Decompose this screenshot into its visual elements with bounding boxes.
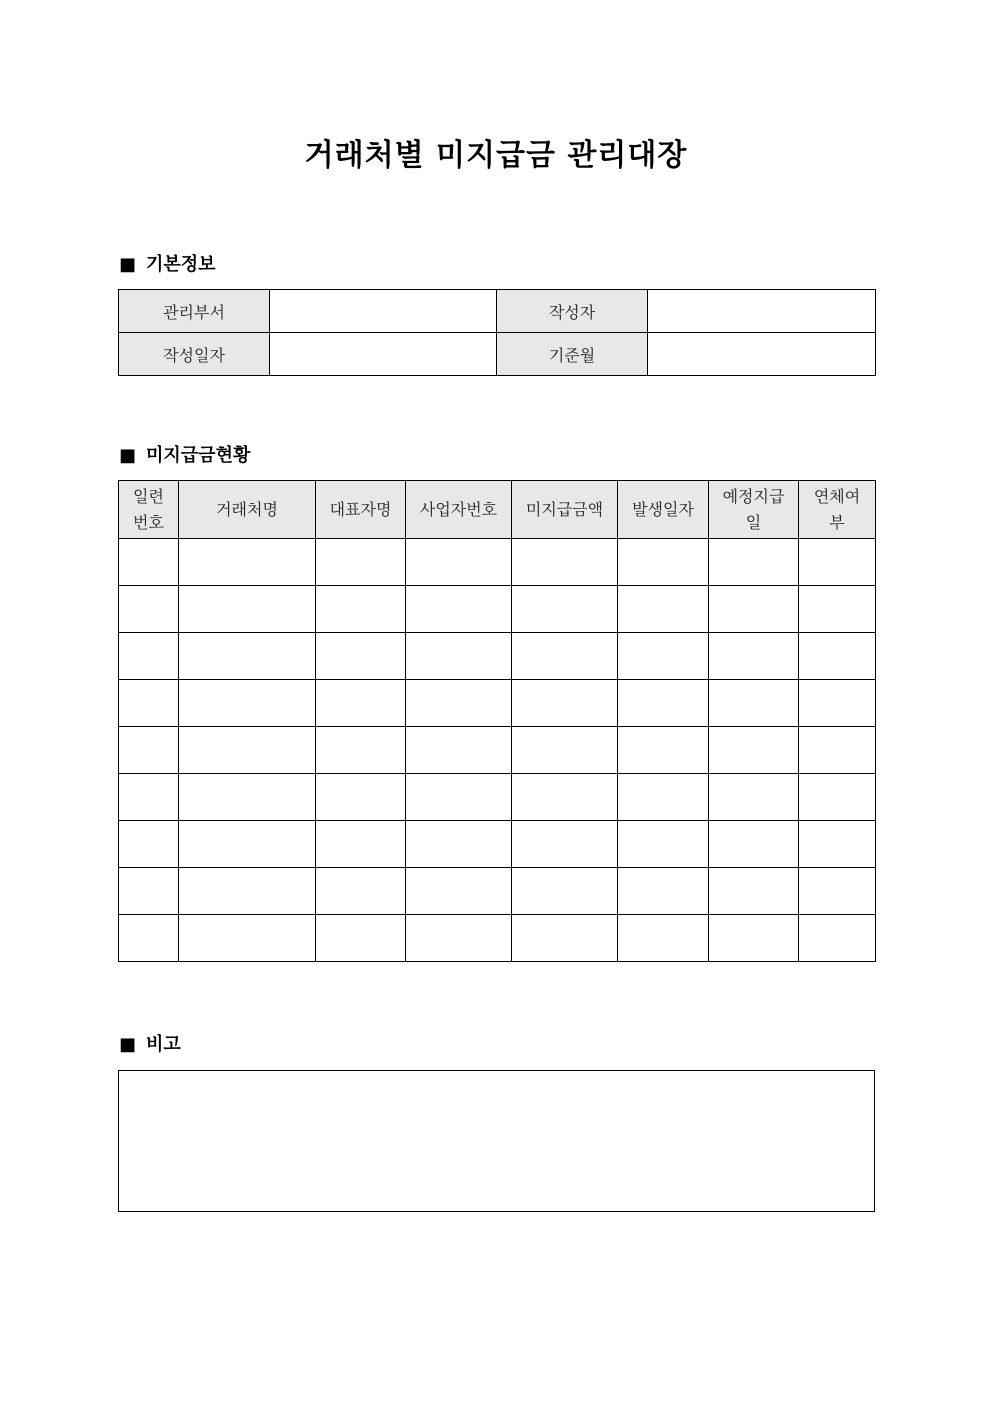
table-cell[interactable] xyxy=(179,586,316,633)
basic-info-row xyxy=(119,290,876,333)
column-header-label: 대표자명 xyxy=(329,499,392,519)
table-cell[interactable] xyxy=(709,774,799,821)
table-cell[interactable] xyxy=(119,586,179,633)
column-header-overdue xyxy=(799,481,876,539)
table-cell[interactable] xyxy=(179,539,316,586)
table-cell[interactable] xyxy=(179,774,316,821)
table-cell[interactable] xyxy=(799,774,876,821)
column-header-representative xyxy=(316,481,406,539)
column-header-label: 발생일자 xyxy=(632,499,694,519)
table-cell[interactable] xyxy=(709,915,799,962)
table-cell[interactable] xyxy=(406,680,512,727)
table-cell[interactable] xyxy=(709,821,799,868)
table-cell[interactable] xyxy=(618,821,709,868)
base-month-label: 기준월 xyxy=(497,333,648,376)
author-field[interactable] xyxy=(648,290,876,333)
author-label: 작성자 xyxy=(497,290,648,333)
table-cell[interactable] xyxy=(618,539,709,586)
table-cell[interactable] xyxy=(799,821,876,868)
column-header-label: 일련 번호 xyxy=(133,486,164,532)
column-header-vendor-name xyxy=(179,481,316,539)
table-cell[interactable] xyxy=(406,539,512,586)
basic-info-table xyxy=(118,289,876,376)
basic-info-heading xyxy=(119,253,216,277)
date-written-label: 작성일자 xyxy=(119,333,270,376)
table-row xyxy=(119,539,876,586)
table-cell[interactable] xyxy=(512,680,618,727)
date-written-field[interactable] xyxy=(270,333,497,376)
table-row xyxy=(119,774,876,821)
table-cell[interactable] xyxy=(406,586,512,633)
square-bullet-icon: ■ xyxy=(119,445,137,466)
table-cell[interactable] xyxy=(119,915,179,962)
table-row xyxy=(119,821,876,868)
table-cell[interactable] xyxy=(316,774,406,821)
table-cell[interactable] xyxy=(512,868,618,915)
table-cell[interactable] xyxy=(179,680,316,727)
table-cell[interactable] xyxy=(799,680,876,727)
column-header-serial-no xyxy=(119,481,179,539)
column-header-label: 예정지급 일 xyxy=(722,486,785,532)
column-header-label: 연체여 부 xyxy=(813,486,861,532)
table-cell[interactable] xyxy=(709,868,799,915)
table-cell[interactable] xyxy=(316,727,406,774)
table-row xyxy=(119,868,876,915)
table-cell[interactable] xyxy=(179,868,316,915)
table-row xyxy=(119,727,876,774)
table-cell[interactable] xyxy=(799,727,876,774)
table-cell[interactable] xyxy=(618,868,709,915)
table-cell[interactable] xyxy=(119,821,179,868)
table-cell[interactable] xyxy=(799,586,876,633)
basic-info-row xyxy=(119,333,876,376)
table-cell[interactable] xyxy=(119,868,179,915)
table-cell[interactable] xyxy=(406,915,512,962)
payables-body xyxy=(119,539,876,962)
table-cell[interactable] xyxy=(119,680,179,727)
status-heading-label: 미지급금현황 xyxy=(146,445,251,466)
status-heading xyxy=(119,444,250,468)
table-cell[interactable] xyxy=(799,539,876,586)
table-cell[interactable] xyxy=(179,915,316,962)
column-header-business-number xyxy=(406,481,512,539)
column-header-label: 거래처명 xyxy=(216,499,278,519)
column-header-occurrence-date xyxy=(618,481,709,539)
note-field[interactable] xyxy=(118,1070,875,1212)
department-label: 관리부서 xyxy=(119,290,270,333)
table-row xyxy=(119,633,876,680)
table-cell[interactable] xyxy=(512,915,618,962)
table-cell[interactable] xyxy=(406,868,512,915)
table-cell[interactable] xyxy=(406,727,512,774)
payables-header-row xyxy=(119,481,876,539)
table-cell[interactable] xyxy=(512,586,618,633)
table-cell[interactable] xyxy=(406,821,512,868)
table-cell[interactable] xyxy=(406,633,512,680)
basic-info-heading-label: 기본정보 xyxy=(146,254,216,275)
table-cell[interactable] xyxy=(709,539,799,586)
table-cell[interactable] xyxy=(406,774,512,821)
table-cell[interactable] xyxy=(709,680,799,727)
table-cell[interactable] xyxy=(316,680,406,727)
square-bullet-icon: ■ xyxy=(119,254,137,275)
payables-table xyxy=(118,480,876,962)
table-cell[interactable] xyxy=(179,821,316,868)
table-cell[interactable] xyxy=(179,633,316,680)
square-bullet-icon: ■ xyxy=(119,1034,137,1055)
table-cell[interactable] xyxy=(512,633,618,680)
table-cell[interactable] xyxy=(119,633,179,680)
table-row xyxy=(119,586,876,633)
table-cell[interactable] xyxy=(512,821,618,868)
table-cell[interactable] xyxy=(119,727,179,774)
table-cell[interactable] xyxy=(709,727,799,774)
table-cell[interactable] xyxy=(316,868,406,915)
document-title: 거래처별 미지급금 관리대장 xyxy=(304,138,688,173)
column-header-label: 사업자번호 xyxy=(419,499,498,519)
table-cell[interactable] xyxy=(709,586,799,633)
table-cell[interactable] xyxy=(799,915,876,962)
table-row xyxy=(119,915,876,962)
table-cell[interactable] xyxy=(119,539,179,586)
table-cell[interactable] xyxy=(799,868,876,915)
table-cell[interactable] xyxy=(618,633,709,680)
department-field[interactable] xyxy=(270,290,497,333)
table-cell[interactable] xyxy=(618,915,709,962)
table-cell[interactable] xyxy=(179,727,316,774)
table-cell[interactable] xyxy=(618,727,709,774)
note-heading xyxy=(119,1033,181,1057)
table-cell[interactable] xyxy=(618,586,709,633)
table-cell[interactable] xyxy=(316,915,406,962)
table-cell[interactable] xyxy=(512,727,618,774)
table-cell[interactable] xyxy=(618,680,709,727)
table-cell[interactable] xyxy=(512,539,618,586)
table-cell[interactable] xyxy=(316,633,406,680)
table-cell[interactable] xyxy=(119,774,179,821)
base-month-field[interactable] xyxy=(648,333,876,376)
column-header-label: 미지급금액 xyxy=(525,499,604,519)
table-row xyxy=(119,680,876,727)
column-header-unpaid-amount xyxy=(512,481,618,539)
table-cell[interactable] xyxy=(316,539,406,586)
table-cell[interactable] xyxy=(316,821,406,868)
column-header-scheduled-payment-date xyxy=(709,481,799,539)
table-cell[interactable] xyxy=(316,586,406,633)
table-cell[interactable] xyxy=(709,633,799,680)
table-cell[interactable] xyxy=(618,774,709,821)
table-cell[interactable] xyxy=(512,774,618,821)
note-heading-label: 비고 xyxy=(146,1034,181,1055)
table-cell[interactable] xyxy=(799,633,876,680)
